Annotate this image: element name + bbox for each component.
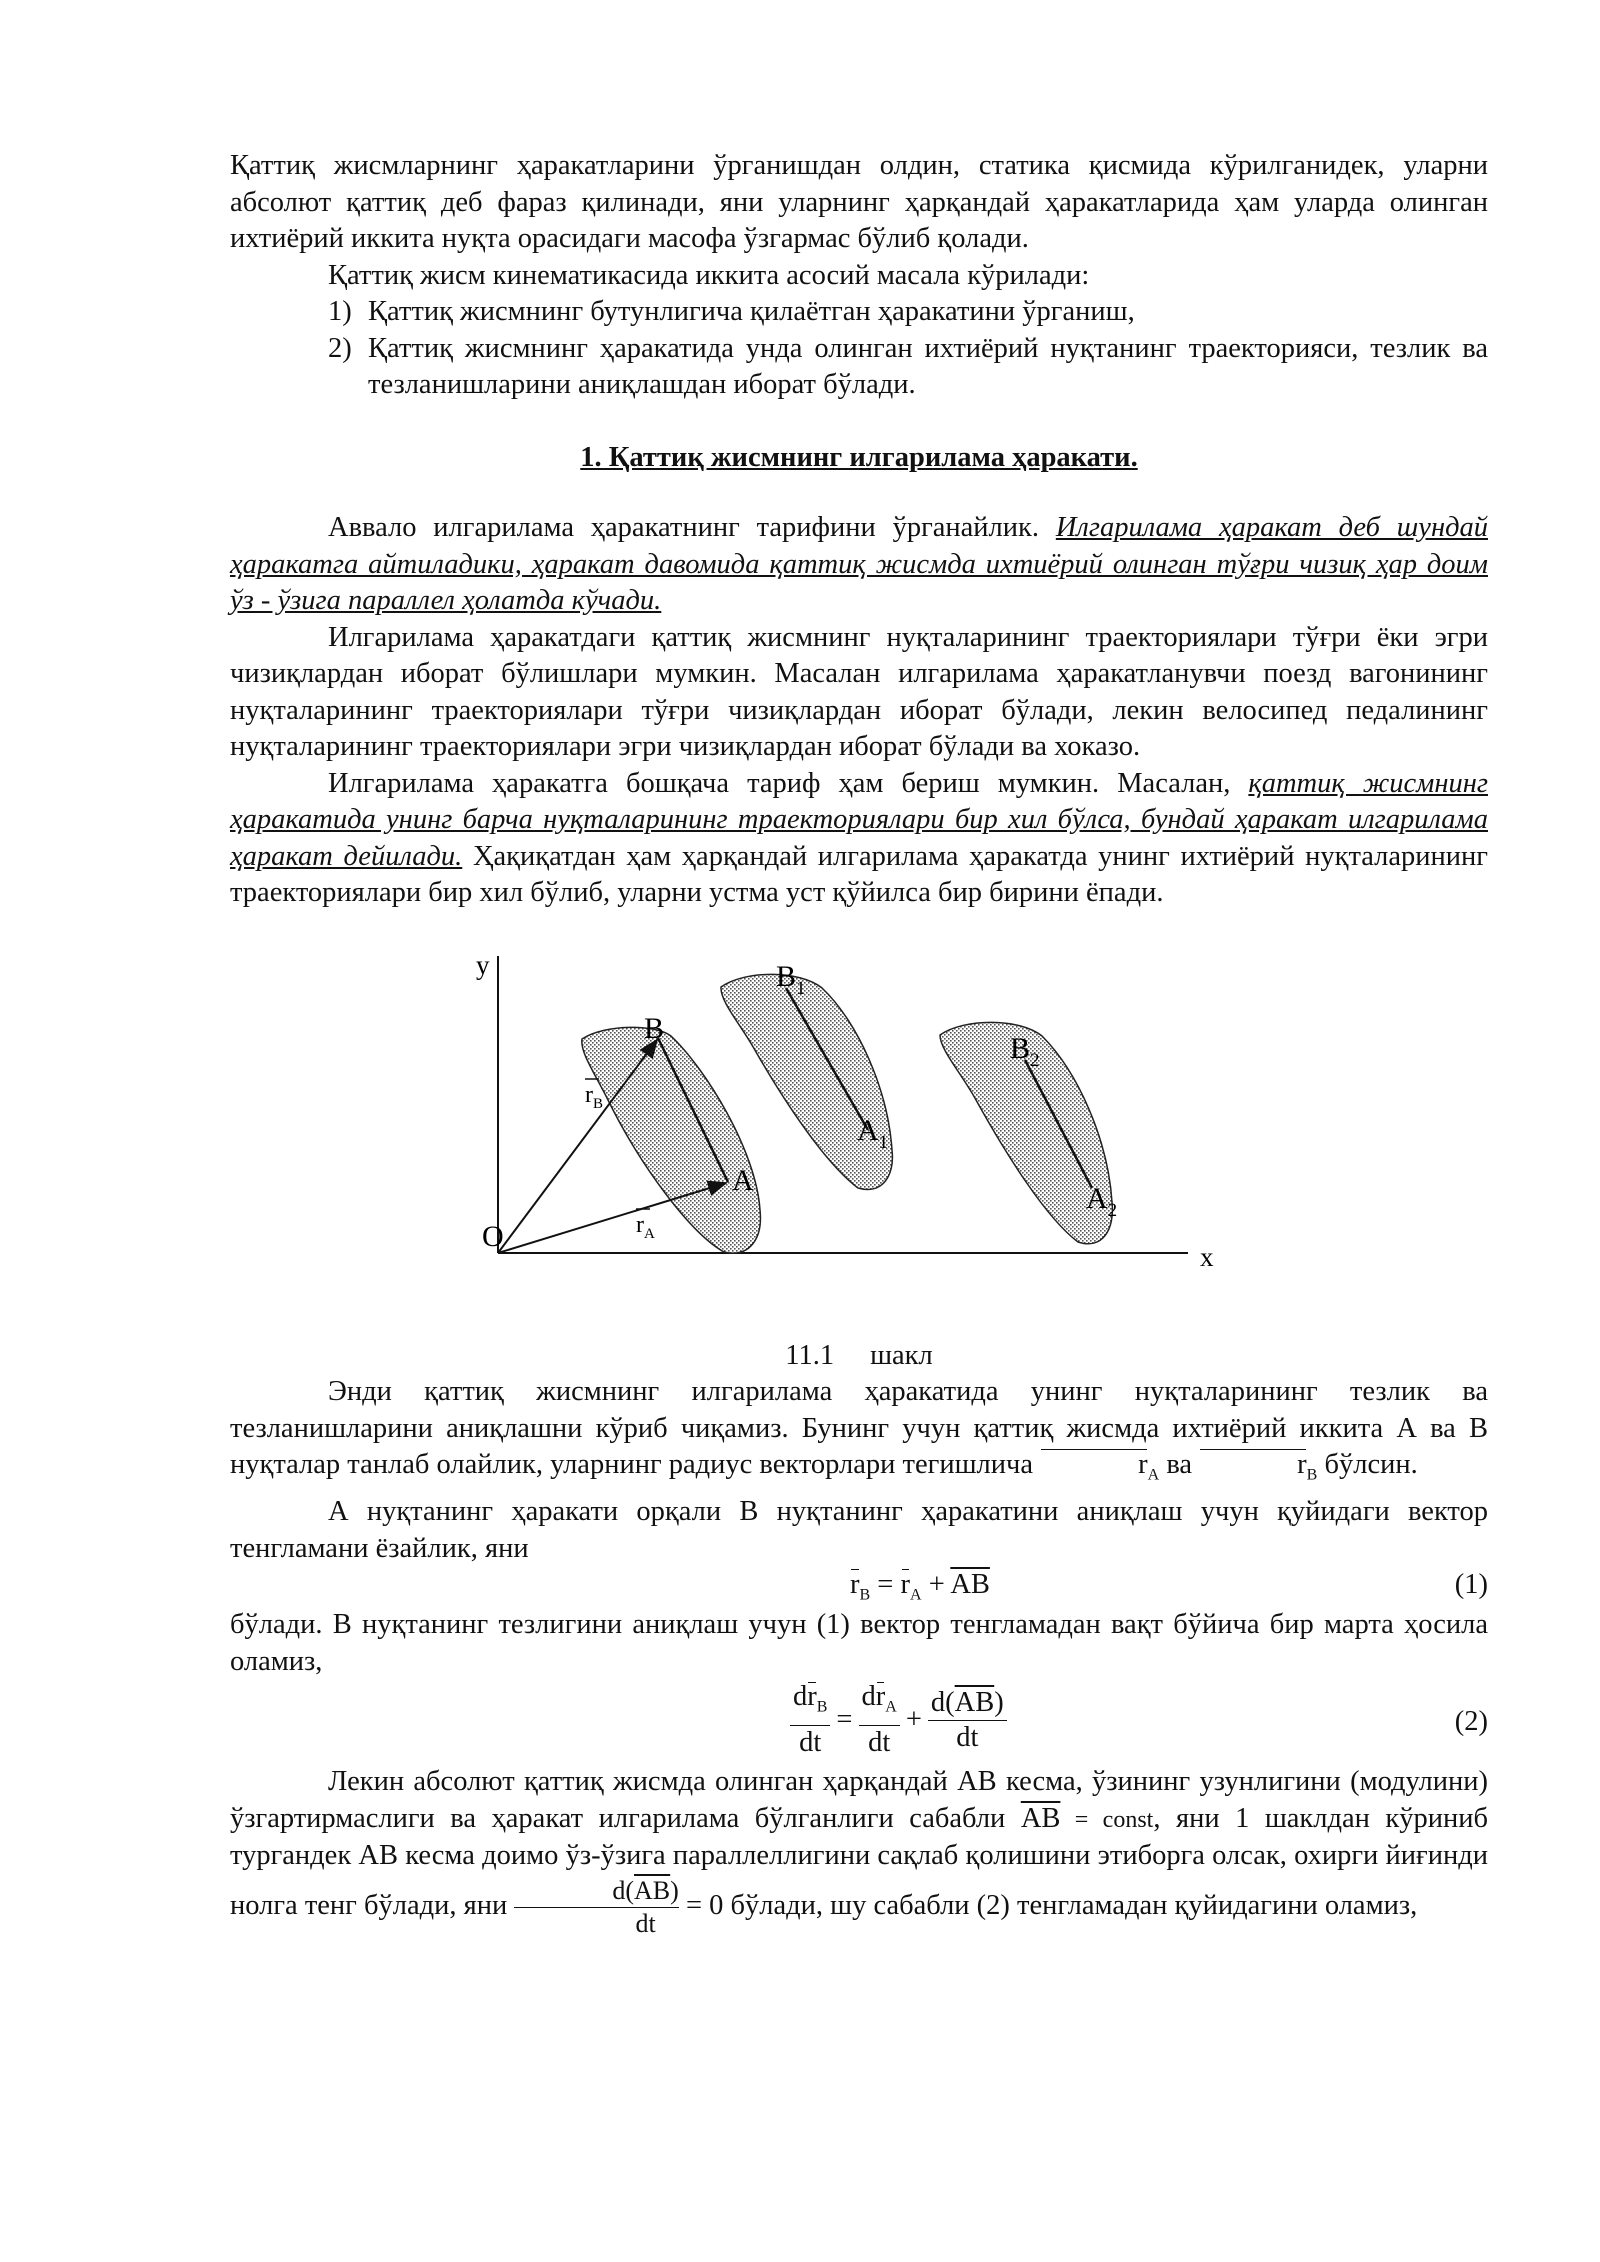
fraction: $\frac{d(\overline{AB})}{dt}$ (514, 1875, 678, 1940)
label-vector-rb: $r_B$ (585, 1081, 604, 1112)
list-item-1 (230, 294, 1488, 331)
vector-ra: r (1040, 1447, 1148, 1484)
text: Илгарилама ҳаракатга бошқача тариф ҳам бериш мумкин. Масалан, (328, 767, 1249, 799)
paragraph-tasks-intro: Қаттиқ жисм кинематикасида иккита асосий масала кўрилади: (328, 259, 1090, 291)
fraction: $\frac{d(\overline{AB})}{dt}$ (928, 1686, 1007, 1755)
label-point-a1: $A_1$ (857, 1113, 889, 1153)
label-y: y (476, 949, 490, 980)
equation-1-body: $r_B = r_A + \overline{AB}$ (850, 1569, 990, 1604)
paragraph-alt-definition (230, 766, 1488, 912)
paragraph-definition (230, 510, 1488, 620)
label-point-b: B (644, 1011, 665, 1045)
figure-caption (230, 1338, 1488, 1375)
paragraph-intro: Қаттиқ жисмларнинг ҳаракатларини ўрганишдан олдин, статика қисмида кўрилганидек, уларни абсолют қаттиқ деб фараз қилинади, яни уларнинг ҳарқандай ҳаракатларида ҳам уларда олинган ихтиёрий иккита нуқта орасидаги масофа ўзгармас бўлиб қолади. (230, 150, 1488, 254)
label-point-a2: $A_2$ (1086, 1181, 1118, 1221)
label-x: x (1200, 1241, 1214, 1272)
paragraph-velocity-intro: Энди қаттиқ жисмнинг илгарилама ҳаракатида унинг нуқталарининг тезлик ва тезланишларини аниқлашни кўриб чиқамиз. Бунинг учун қаттиқ жисмда ихтиёрий иккита А ва В нуқталар танлаб олайлик, уларнинг радиус векторлари тегишлича $r_A$ ва $r_B$ бўлсин. (230, 1376, 1488, 1484)
label-origin: O (482, 1219, 504, 1253)
equation-number: (1) (1454, 1569, 1488, 1601)
definition-text: қаттиқ жисмнинг ҳаракатида унинг барча нуқталарининг траекториялари бир хил бўлса, бундай ҳаракат илгарилама ҳаракат дейилади. (230, 767, 1488, 872)
paragraph-constant-segment: Лекин абсолют қаттиқ жисмда олинган ҳарқандай АВ кесма, ўзининг узунлигини (модулини) ўзгартирмаслиги ва ҳаракат илгарилама бўлганлиги сабабли $\overline{AB}$ = const, яни 1 шаклдан кўриниб тургандек АВ кесма доимо ўз-ўзига параллеллигини сақлаб қолишини этиборга олсак, охирги йиғинди нолга тенг бўлади, яни $\frac{d(\overline{AB})}{dt}$ = 0 бўлади, шу сабабли (2) тенгламадан қуйидагини оламиз, (230, 1766, 1488, 1938)
label-vector-ra: $r_A$ (636, 1211, 655, 1242)
list-number: 1) (328, 296, 352, 327)
paragraph-trajectories: Илгарилама ҳаракатдаги қаттиқ жисмнинг нуқталарининг траекториялари тўғри ёки эгри чизиқлардан иборат бўлишлари мумкин. Масалан илгарилама ҳаракатланувчи поезд вагонининг нуқталарининг траекториялари тўғри чизиқлардан иборат бўлади, лекин велосипед педалининг нуқталарининг траекториялари эгри чизиқлардан иборат бўлади ва хоказо. (230, 621, 1488, 762)
figure-11-1 (230, 940, 1488, 1340)
equation-2 (230, 1680, 1488, 1764)
label-point-b2: $B_2$ (1010, 1031, 1040, 1071)
paragraph-vector-eq: А нуқтанинг ҳаракати орқали В нуқтанинг ҳаракатини аниқлаш учун қуйидаги вектор тенгламани ёзайлик, яни (230, 1496, 1488, 1564)
fraction: $\frac{dr_A}{dt}$ (859, 1680, 900, 1760)
list-number: 2) (328, 332, 352, 364)
text: Аввало илгарилама ҳаракатнинг тарифини ўрганайлик. (328, 512, 1056, 543)
equation-2-body: $\frac{dr_B}{dt}$ = $\frac{dr_A}{dt}$ + $\frac{d(\overline{AB})}{dt}$ (790, 1680, 1007, 1760)
list-text: Қаттиқ жисмнинг бутунлигича қилаётган ҳаракатини ўрганиш, (368, 296, 1135, 327)
label-point-a: A (732, 1163, 754, 1197)
diagram-translational-motion (230, 940, 1488, 1340)
equation-1 (230, 1567, 1488, 1607)
definition-text: Илгарилама ҳаракат деб шундай ҳаракатга айтиладики, ҳаракат давомида қаттиқ жисмда ихтиёрий олинган тўғри чизиқ ҳар доим ўз - ўзига параллел ҳолатда кўчади. (230, 512, 1488, 616)
list-text: Қаттиқ жисмнинг ҳаракатида унда олинган ихтиёрий нуқтанинг траекторияси, тезлик ва тезланишларини аниқлашдан иборат бўлади. (368, 332, 1488, 400)
paragraph-derivative: бўлади. В нуқтанинг тезлигини аниқлаш учун (1) вектор тенгламадан вақт бўйича бир марта ҳосила оламиз, (230, 1609, 1488, 1677)
vector-rb: r (1199, 1447, 1307, 1484)
label-point-b1: $B_1$ (776, 959, 806, 999)
caption-word: шакл (870, 1339, 933, 1371)
text: Ҳақиқатдан ҳам ҳарқандай илгарилама ҳаракатда унинг ихтиёрий нуқталарининг траекториялари бир хил бўлиб, уларни устма уст қўйилса бир бирини ёпади. (230, 840, 1488, 908)
fraction: $\frac{dr_B}{dt}$ (790, 1680, 830, 1760)
equation-number: (2) (1454, 1706, 1488, 1738)
caption-number: 11.1 (785, 1339, 835, 1371)
list-item-2 (230, 331, 1488, 404)
section-heading: 1. Қаттиқ жисмнинг илгарилама ҳаракати. (580, 441, 1138, 473)
document-page (230, 148, 1488, 1940)
